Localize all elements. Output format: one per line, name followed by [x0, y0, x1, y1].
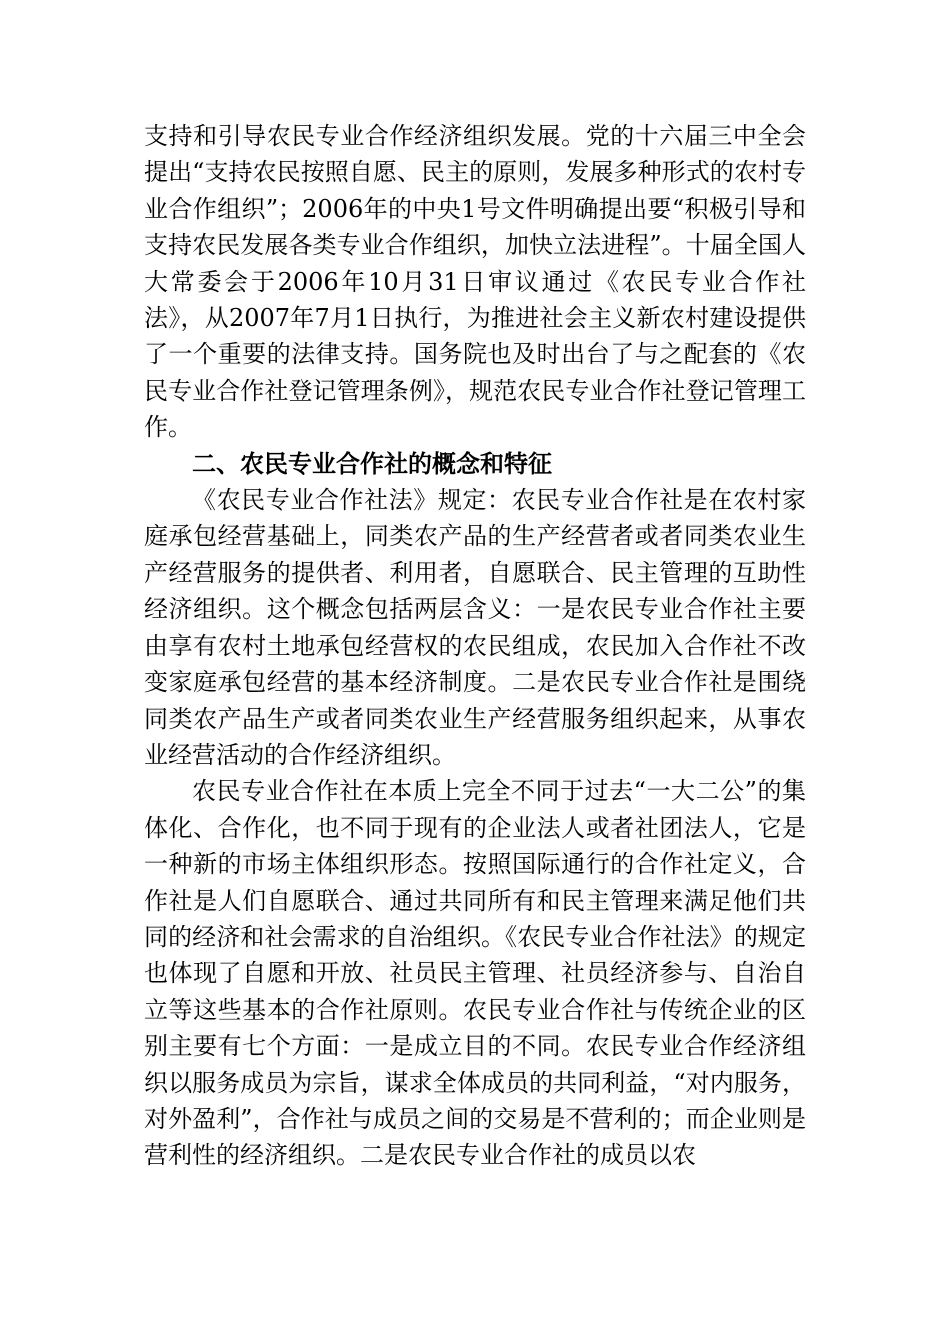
paragraph-definition: 《农民专业合作社法》规定：农民专业合作社是在农村家庭承包经营基础上，同类农产品的生产经营者或者同类农业生产经营服务的提供者、利用者，自愿联合、民主管理的互助性经济组织。这个概念包括两层含义：一是农民专业合作社主要由享有农村土地承包经营权的农民组成，农民加入合作社不改变家庭承包经营的基本经济制度。二是农民专业合作社是围绕同类农产品生产或者同类农业生产经营服务组织起来，从事农业经营活动的合作经济组织。 [144, 486, 806, 769]
paragraph-continuation: 支持和引导农民专业合作经济组织发展。党的十六届三中全会提出“支持农民按照自愿、民主的原则，发展多种形式的农村专业合作组织”；2006年的中央1号文件明确提出要“积极引导和支持农民发展各类专业合作组织，加快立法进程”。十届全国人大常委会于2006年10月31日审议通过《农民专业合作社法》，从2007年7月1日执行，为推进社会主义新农村建设提供了一个重要的法律支持。国务院也及时出台了与之配套的《农民专业合作社登记管理条例》，规范农民专业合作社登记管理工作。 [144, 122, 806, 442]
paragraph-characteristics: 农民专业合作社在本质上完全不同于过去“一大二公”的集体化、合作化，也不同于现有的企业法人或者社团法人，它是一种新的市场主体组织形态。按照国际通行的合作社定义，合作社是人们自愿联合、通过共同所有和民主管理来满足他们共同的经济和社会需求的自治组织。《农民专业合作社法》的规定也体现了自愿和开放、社员民主管理、社员经济参与、自治自立等这些基本的合作社原则。农民专业合作社与传统企业的区别主要有七个方面：一是成立目的不同。农民专业合作经济组织以服务成员为宗旨，谋求全体成员的共同利益，“对内服务，对外盈利”，合作社与成员之间的交易是不营利的；而企业则是营利性的经济组织。二是农民专业合作社的成员以农 [144, 777, 806, 1170]
document-page [144, 118, 806, 1174]
section-heading: 二、农民专业合作社的概念和特征 [192, 449, 552, 478]
